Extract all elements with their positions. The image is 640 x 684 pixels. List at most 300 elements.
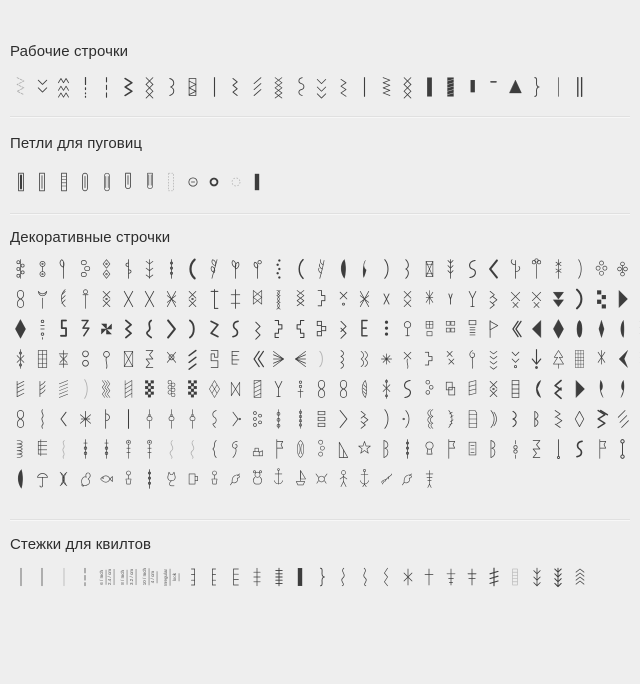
- bead-stalk-icon: [139, 464, 161, 494]
- stitch-row: [10, 72, 630, 102]
- stitch-look-label: Irregular look: [161, 556, 183, 598]
- paren-light-icon: [75, 374, 97, 404]
- buttonhole-outline-icon: [32, 160, 54, 204]
- dash-dot-line-icon: [75, 72, 97, 102]
- diamond-open-icon: [569, 404, 591, 434]
- bead-s-icon: [397, 434, 419, 464]
- bead-line-icon: [268, 404, 290, 434]
- spike-chain-icon: [548, 254, 570, 284]
- stipple-line-light-icon: [53, 556, 75, 598]
- stitch-row: [10, 254, 630, 284]
- fern-leaf-icon: [311, 254, 333, 284]
- section-quilting-stitches: [10, 537, 630, 598]
- paren-right-2-icon: [376, 404, 398, 434]
- step-zig-icon: [311, 284, 333, 314]
- swirl-g-icon: [225, 434, 247, 464]
- leaf-slim-icon: [612, 314, 634, 344]
- ribbon-r-icon: [376, 434, 398, 464]
- step-chain-icon: [268, 314, 290, 344]
- table-grid-icon: [32, 434, 54, 464]
- bead-eight-icon: [505, 434, 527, 464]
- snow-x-2-icon: [591, 344, 613, 374]
- ring-stem-icon: [397, 314, 419, 344]
- block-s-icon: [53, 314, 75, 344]
- chevron-b-icon: [505, 404, 527, 434]
- x-bead-2-icon: [182, 284, 204, 314]
- zigzag-curl-icon: [333, 344, 355, 374]
- zigzag-dashed-light-icon: [10, 72, 32, 102]
- satin-bar-icon: [419, 72, 441, 102]
- chevron-double-left-icon: [505, 314, 527, 344]
- stitch-length-label: 10 / Inch 4 / cm: [139, 556, 161, 598]
- wave-vertical-icon: [333, 556, 355, 598]
- cross-ticks-dense-icon: [268, 556, 290, 598]
- zigzag-fine-icon: [333, 72, 355, 102]
- pine-tree-icon: [548, 344, 570, 374]
- diamond-solid-2-icon: [548, 314, 570, 344]
- straight-stitch-2-icon: [354, 72, 376, 102]
- ray-fan-2-icon: [290, 344, 312, 374]
- hatch-dense-icon: [53, 374, 75, 404]
- stem-leaves-icon: [505, 254, 527, 284]
- stitch-length-label: 6 / Inch 2.4 / cm: [96, 556, 118, 598]
- buttonhole-rounded-2-icon: [96, 160, 118, 204]
- flower-stalk-icon: [75, 284, 97, 314]
- cable-chain-icon: [268, 284, 290, 314]
- b-loop-icon: [96, 404, 118, 434]
- e-stack-icon: [505, 374, 527, 404]
- bead-swirl-3-icon: [182, 404, 204, 434]
- chevron-zip-icon: [483, 344, 505, 374]
- box-double-icon: [440, 374, 462, 404]
- arrow-feather-icon: [634, 314, 640, 344]
- chevron-right-2-icon: [333, 314, 355, 344]
- triangle-right-solid-icon: [612, 284, 634, 314]
- stitch-row: [10, 284, 630, 314]
- dashed-line-icon: [96, 72, 118, 102]
- arrow-fill-left-icon: [526, 374, 548, 404]
- grid-dense-icon: [569, 344, 591, 374]
- chevron-stack-icon: [569, 556, 591, 598]
- flag-banner-icon: [268, 434, 290, 464]
- serpentine-left-icon: [204, 556, 226, 598]
- chevron-bold-left-icon: [483, 254, 505, 284]
- dotted-curve-icon: [268, 254, 290, 284]
- zigzag-boxed-icon: [182, 72, 204, 102]
- slash-trio-icon: [612, 404, 634, 434]
- eyelet-dashed-light-icon: [225, 160, 247, 204]
- stipple-line-icon: [10, 556, 32, 598]
- tulip-icon: [32, 284, 54, 314]
- section-divider: [10, 519, 630, 521]
- zigzag-column-icon: [96, 374, 118, 404]
- clover-cross-icon: [591, 254, 613, 284]
- x-bead-3-icon: [483, 374, 505, 404]
- stitch-row: [10, 374, 630, 404]
- chevron-zigzag-icon: [548, 404, 570, 434]
- straight-thin-icon: [548, 72, 570, 102]
- leaf-bold-icon: [333, 254, 355, 284]
- chevron-small-icon: [247, 314, 269, 344]
- arrow-chevron-icon: [354, 404, 376, 434]
- step-chain-2-icon: [290, 314, 312, 344]
- floral-chain-icon: [10, 254, 32, 284]
- v-open-zigzag-icon: [32, 72, 54, 102]
- fan-leaf-icon: [53, 284, 75, 314]
- grid-hatch-icon: [118, 344, 140, 374]
- s-bold-icon: [225, 314, 247, 344]
- chevron-bold-right-icon: [161, 314, 183, 344]
- x-small-icon: [376, 284, 398, 314]
- leaf-vine-icon: [204, 254, 226, 284]
- s-swirl-2-icon: [397, 374, 419, 404]
- paren-thin-icon: [569, 254, 591, 284]
- buttonhole-dashed-light-icon: [161, 160, 183, 204]
- stitch-row: [10, 434, 630, 464]
- s-double-icon: [419, 404, 441, 434]
- working-stitch-rows: [10, 72, 630, 102]
- bar-beads-icon: [462, 314, 484, 344]
- serpentine-right-icon: [182, 556, 204, 598]
- texture-column-icon: [505, 556, 527, 598]
- crescent-open-icon: [290, 254, 312, 284]
- x-large-icon: [118, 284, 140, 314]
- snowflake-icon: [75, 404, 97, 434]
- eyelet-bold-icon: [204, 160, 226, 204]
- bead-trio-icon: [376, 314, 398, 344]
- bead-cross-icon: [376, 374, 398, 404]
- pinwheel-icon: [96, 314, 118, 344]
- diamond-flower-icon: [96, 254, 118, 284]
- satin-short-icon: [462, 72, 484, 102]
- hatch-band-icon: [247, 374, 269, 404]
- chevron-step-icon: [483, 284, 505, 314]
- s-squiggle-icon: [32, 404, 54, 434]
- zigzag-ribbon-icon: [591, 404, 613, 434]
- brace-tack-icon: [526, 72, 548, 102]
- stitch-row: [10, 556, 630, 598]
- stitch-row: [10, 464, 630, 494]
- snow-x-icon: [419, 284, 441, 314]
- mug-icon: [182, 464, 204, 494]
- buttonhole-hatched-icon: [53, 160, 75, 204]
- zigzag-gentle-icon: [376, 556, 398, 598]
- cross-tick-2-icon: [440, 556, 462, 598]
- zigzag-x-icon: [290, 284, 312, 314]
- book-fold-icon: [462, 404, 484, 434]
- loop-eight-large-icon: [311, 374, 333, 404]
- rings-triple-icon: [419, 374, 441, 404]
- arrow-bold-left-icon: [526, 314, 548, 344]
- buttonhole-solid-icon: [10, 160, 32, 204]
- star-rays-icon: [376, 344, 398, 374]
- paren-lines-icon: [483, 404, 505, 434]
- t-bar-icon: [204, 284, 226, 314]
- star-open-icon: [354, 434, 376, 464]
- slash-bold-icon: [182, 344, 204, 374]
- section-decorative-stitches: [10, 230, 630, 494]
- y-branch-icon: [268, 374, 290, 404]
- feather-down-icon: [526, 556, 548, 598]
- curve-bracket-icon: [161, 72, 183, 102]
- oval-solid-icon: [569, 314, 591, 344]
- star-cross-icon: [397, 556, 419, 598]
- buttonhole-keyhole-icon: [118, 160, 140, 204]
- hatch-ribbon-2-icon: [32, 374, 54, 404]
- chevron-dot-right-icon: [225, 404, 247, 434]
- sewing-foot-icon: [247, 434, 269, 464]
- v-zigzag-open-icon: [311, 72, 333, 102]
- decorative-stitch-rows: [10, 254, 630, 494]
- paren-right-icon: [376, 254, 398, 284]
- flower-pot-icon: [118, 464, 140, 494]
- chain-eights-icon: [333, 374, 355, 404]
- stitch-catalog: [0, 44, 640, 598]
- bow-x-icon: [53, 464, 75, 494]
- chevron-b-2-icon: [526, 404, 548, 434]
- y-large-icon: [462, 284, 484, 314]
- step-blocks-icon: [591, 284, 613, 314]
- zigzag-bold-icon: [118, 72, 140, 102]
- section-title-working: Рабочие строчки: [10, 44, 630, 59]
- x-tails-icon: [397, 344, 419, 374]
- rings-double-icon: [75, 344, 97, 374]
- cross-single-icon: [419, 556, 441, 598]
- chevron-light-icon: [311, 344, 333, 374]
- triangle-fill-right-icon: [569, 374, 591, 404]
- wave-light-2-icon: [182, 434, 204, 464]
- buttonhole-keyhole-2-icon: [139, 160, 161, 204]
- satin-textured-icon: [440, 72, 462, 102]
- ribbon-anchor-icon: [268, 464, 290, 494]
- x-large-2-icon: [139, 284, 161, 314]
- ribbon-fold-2-icon: [526, 434, 548, 464]
- t-cross-icon: [225, 284, 247, 314]
- eyelet-stitched-icon: [182, 160, 204, 204]
- paren-dot-icon: [397, 404, 419, 434]
- x-arrow-icon: [397, 284, 419, 314]
- bird-icon: [225, 464, 247, 494]
- section-title-buttonholes: Петли для пуговиц: [10, 136, 630, 151]
- zigzag-soft-icon: [204, 434, 226, 464]
- stitch-length-label: 8 / Inch 3.2 / cm: [118, 556, 140, 598]
- zigzag-beaded-icon: [225, 72, 247, 102]
- e-block-icon: [354, 314, 376, 344]
- leaf-dark-icon: [10, 464, 32, 494]
- chevron-x-bold-icon: [548, 374, 570, 404]
- x-dense-2-icon: [354, 284, 376, 314]
- lizard-icon: [376, 464, 398, 494]
- leaf-shaded-icon: [354, 374, 376, 404]
- bead-column-icon: [32, 314, 54, 344]
- grid-coil-icon: [10, 434, 32, 464]
- wave-double-icon: [354, 344, 376, 374]
- sailboat-icon: [290, 464, 312, 494]
- slant-overlock-icon: [247, 72, 269, 102]
- wave-light-icon: [161, 434, 183, 464]
- ray-fan-icon: [268, 344, 290, 374]
- bulb-icon: [419, 434, 441, 464]
- paren-hatch-icon: [440, 404, 462, 434]
- lattice-box-icon: [419, 254, 441, 284]
- bartack-bar-icon: [247, 160, 269, 204]
- flag-b-icon: [440, 434, 462, 464]
- arrow-down-bead-icon: [526, 344, 548, 374]
- section-buttonholes: [10, 136, 630, 204]
- ribbon-s-icon: [569, 434, 591, 464]
- sprout-icon: [225, 254, 247, 284]
- bead-stick-icon: [75, 434, 97, 464]
- spike-leaf-icon: [440, 254, 462, 284]
- teddy-bear-icon: [247, 464, 269, 494]
- checker-block-icon: [139, 374, 161, 404]
- ribbon-pleat-icon: [462, 374, 484, 404]
- block-zag-icon: [75, 314, 97, 344]
- leaf-curl-icon: [53, 254, 75, 284]
- chevron-guillemet-icon: [247, 344, 269, 374]
- bead-chevron-icon: [505, 344, 527, 374]
- umbrella-icon: [32, 464, 54, 494]
- anchor-icon: [354, 464, 376, 494]
- grid-cell-icon: [419, 314, 441, 344]
- stitch-row: [10, 314, 630, 344]
- wreath-oval-icon: [290, 434, 312, 464]
- ribbon-g-icon: [483, 434, 505, 464]
- s-loop-icon: [204, 404, 226, 434]
- x-pair-icon: [505, 284, 527, 314]
- chevron-fill-left-icon: [612, 344, 634, 374]
- triangle-down-solid-icon: [548, 284, 570, 314]
- triangle-gate-icon: [333, 434, 355, 464]
- x-bead-icon: [96, 284, 118, 314]
- x-ring-icon: [161, 344, 183, 374]
- key-figure-icon: [333, 464, 355, 494]
- hatch-ribbon-icon: [10, 374, 32, 404]
- ribbon-fold-icon: [139, 344, 161, 374]
- section-divider: [10, 213, 630, 215]
- checker-double-icon: [182, 374, 204, 404]
- triangle-tack-icon: [505, 72, 527, 102]
- buttonhole-rounded-icon: [75, 160, 97, 204]
- y-small-icon: [440, 284, 462, 314]
- cross-stitch-chain-icon: [139, 72, 161, 102]
- quilting-stitch-rows: [10, 556, 630, 598]
- straight-stitch-icon: [204, 72, 226, 102]
- comma-bold-icon: [354, 254, 376, 284]
- stipple-line-2-icon: [32, 556, 54, 598]
- buttonhole-rows: [10, 160, 630, 204]
- flag-small-icon: [591, 434, 613, 464]
- wave-x-icon: [634, 344, 640, 374]
- floral-spray-icon: [139, 254, 161, 284]
- diamond-solid-icon: [10, 314, 32, 344]
- crescent-bold-icon: [182, 254, 204, 284]
- bone-icon: [612, 434, 634, 464]
- stitch-row: [10, 404, 630, 434]
- x-step-icon: [440, 344, 462, 374]
- x-pair-2-icon: [526, 284, 548, 314]
- chevron-arc-icon: [182, 314, 204, 344]
- cross-stitch-dense-icon: [268, 72, 290, 102]
- star-bars-icon: [53, 344, 75, 374]
- section-title-decorative: Декоративные строчки: [10, 230, 630, 245]
- bar-dense-icon: [290, 556, 312, 598]
- bead-double-icon: [290, 374, 312, 404]
- triangle-flag-icon: [483, 314, 505, 344]
- cross-stitch-chain-2-icon: [397, 72, 419, 102]
- s-swirl-icon: [462, 254, 484, 284]
- loop-eight-2-icon: [10, 404, 32, 434]
- chevron-thin-left-icon: [53, 404, 75, 434]
- loop-chain-icon: [311, 434, 333, 464]
- box-maze-icon: [204, 344, 226, 374]
- cross-dagger-icon: [462, 556, 484, 598]
- flower-bead-icon: [139, 434, 161, 464]
- flower-stem-icon: [247, 254, 269, 284]
- x-diamond-icon: [247, 284, 269, 314]
- chevron-open-right-icon: [333, 404, 355, 434]
- dot-cluster-icon: [247, 404, 269, 434]
- checker-column-icon: [161, 374, 183, 404]
- clover-flower-icon: [612, 254, 634, 284]
- comma-dark-2-icon: [612, 374, 634, 404]
- bead-swirl-2-icon: [161, 404, 183, 434]
- bird-2-icon: [397, 464, 419, 494]
- bead-stick-2-icon: [96, 434, 118, 464]
- e-bars-icon: [225, 344, 247, 374]
- wave-double-w-icon: [53, 72, 75, 102]
- zigzag-bolt-icon: [118, 314, 140, 344]
- chain-link-icon: [75, 254, 97, 284]
- loop-eight-icon: [10, 284, 32, 314]
- cross-ticks-icon: [247, 556, 269, 598]
- bead-stick-3-icon: [118, 434, 140, 464]
- wave-vertical-2-icon: [354, 556, 376, 598]
- bars-small-icon: [311, 404, 333, 434]
- diamond-slim-icon: [591, 314, 613, 344]
- double-needle-icon: [569, 72, 591, 102]
- stitch-row: [10, 160, 630, 204]
- basting-dash-icon: [483, 72, 505, 102]
- pin-line-icon: [548, 434, 570, 464]
- s-curve-2-icon: [53, 434, 75, 464]
- x-dense-icon: [161, 284, 183, 314]
- diamond-mesh-icon: [204, 374, 226, 404]
- fish-skeleton-icon: [419, 464, 441, 494]
- block-grid-icon: [32, 344, 54, 374]
- section-divider: [10, 116, 630, 118]
- zigzag-dense-icon: [376, 72, 398, 102]
- petal-curve-icon: [397, 254, 419, 284]
- x-dot-icon: [333, 284, 355, 314]
- flower-dot-icon: [32, 254, 54, 284]
- comma-dark-icon: [591, 374, 613, 404]
- section-working-stitches: [10, 44, 630, 102]
- slash-cross-icon: [483, 556, 505, 598]
- flower-sprig-icon: [526, 254, 548, 284]
- zigzag-steps-icon: [419, 344, 441, 374]
- stipple-dash-icon: [75, 556, 97, 598]
- fish-icon: [96, 464, 118, 494]
- ls-blocks-icon: [440, 314, 462, 344]
- bead-star-icon: [10, 344, 32, 374]
- squirrel-icon: [75, 464, 97, 494]
- brace-right-icon: [311, 556, 333, 598]
- paren-bold-right-icon: [569, 284, 591, 314]
- frame-box-icon: [462, 434, 484, 464]
- bead-stem-icon: [161, 254, 183, 284]
- bolt-z-icon: [204, 314, 226, 344]
